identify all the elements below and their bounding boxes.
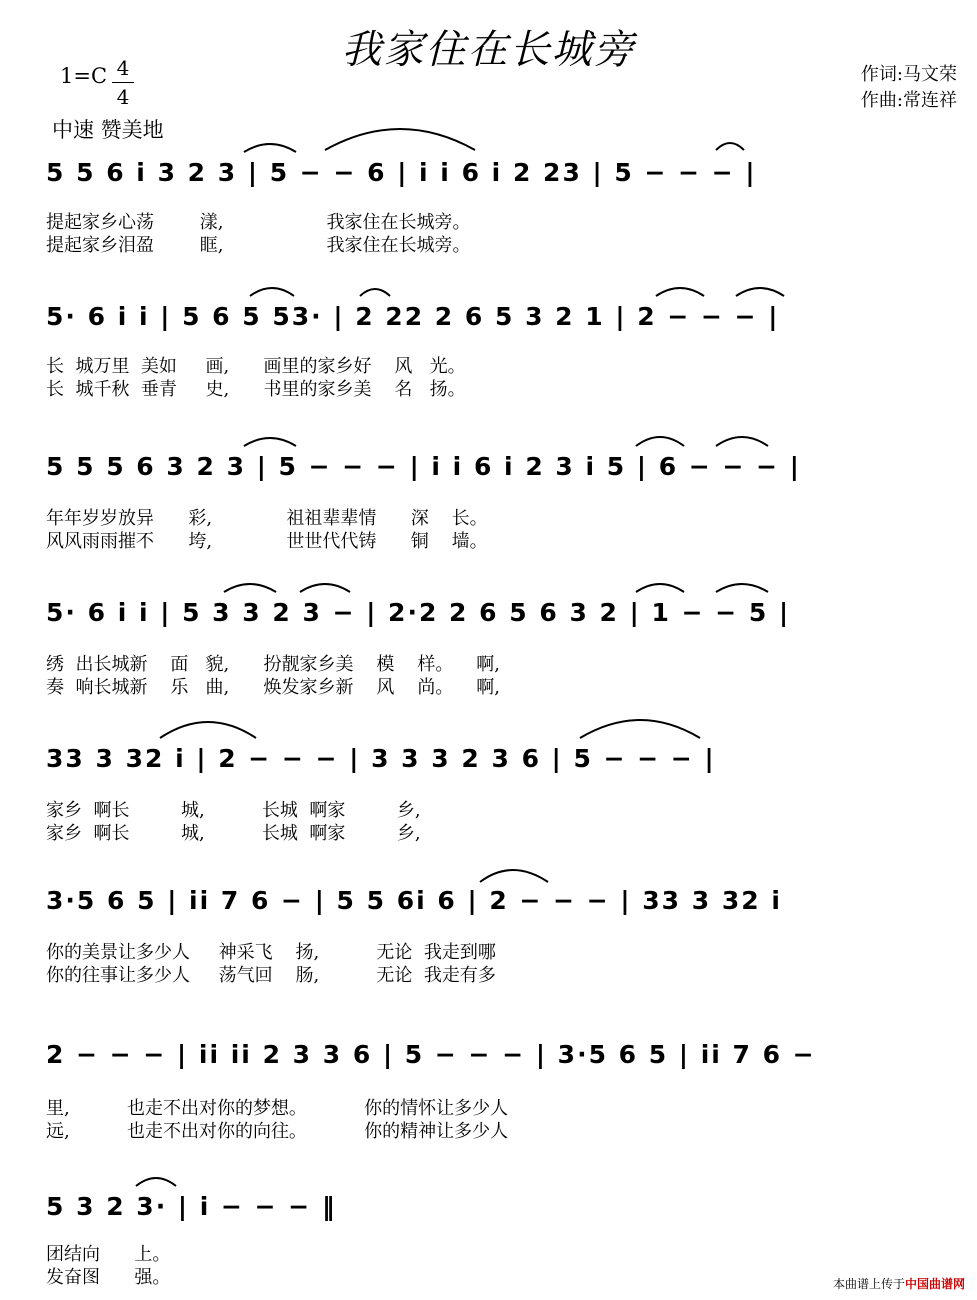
lyric-line-5-verse-2: 家乡 啊长 城, 长城 啊家 乡,: [46, 823, 421, 844]
time-signature-bar: [112, 82, 134, 83]
notes-text: 33 3 32 i | 2 − − − | 3 3 3 2 3 6 | 5 − − − |: [46, 744, 716, 773]
time-signature: [112, 56, 134, 109]
time-signature-bottom: 4: [116, 85, 130, 109]
site-footer: [833, 1275, 965, 1292]
slur: [325, 129, 475, 150]
notes-line-5: [46, 744, 716, 774]
notes-text: 5 3 2 3· | i − − − ‖: [46, 1192, 337, 1221]
lyric-line-6-verse-1: 你的美景让多少人 神采飞 扬, 无论 我走到哪: [46, 942, 496, 963]
lyric-line-7-verse-2: 远, 也走不出对你的向往。 你的精神让多少人: [46, 1121, 509, 1142]
slur: [580, 720, 700, 738]
key-signature: 1=C: [60, 64, 108, 88]
slur: [636, 584, 684, 592]
footer-prefix: 本曲谱上传于: [832, 1277, 905, 1291]
notes-line-4: [46, 598, 790, 628]
lyric-line-3-verse-2: 风风雨雨摧不 垮, 世世代代铸 铜 墙。: [46, 531, 488, 552]
notes-line-3: [46, 452, 801, 482]
time-signature-top: 4: [116, 56, 130, 80]
lyric-line-7-verse-1: 里, 也走不出对你的梦想。 你的情怀让多少人: [46, 1098, 509, 1119]
lyric-line-1-verse-1: 提起家乡心荡 漾, 我家住在长城旁。: [46, 212, 471, 233]
notes-line-7: [46, 1040, 816, 1070]
notes-line-8: [46, 1192, 336, 1222]
slur: [360, 289, 390, 296]
lyric-line-6-verse-2: 你的往事让多少人 荡气回 肠, 无论 我走有多: [46, 965, 496, 986]
slur: [244, 438, 296, 446]
lyric-line-4-verse-2: 奏 响长城新 乐 曲, 焕发家乡新 风 尚。 啊,: [46, 677, 500, 698]
notes-text: 5· 6 i i | 5 6 5 53· | 2 22 2 6 5 3 2 1 | 2 − − − |: [46, 302, 780, 331]
slur: [716, 584, 768, 592]
lyric-line-3-verse-1: 年年岁岁放异 彩, 祖祖辈辈情 深 长。: [46, 508, 488, 529]
composer-credit: 作曲:常连祥: [860, 90, 957, 111]
slur: [636, 437, 684, 446]
lyric-line-8-verse-1: 团结向 上。: [46, 1244, 171, 1265]
lyric-line-1-verse-2: 提起家乡泪盈 眶, 我家住在长城旁。: [46, 235, 471, 256]
slur: [244, 144, 296, 152]
notes-text: 5· 6 i i | 5 3 3 2 3 − | 2·2 2 6 5 6 3 2 | 1 − − 5 |: [46, 598, 791, 627]
slur: [480, 870, 548, 882]
notes-line-6: [46, 886, 782, 916]
slur: [716, 143, 744, 150]
lyric-line-5-verse-1: 家乡 啊长 城, 长城 啊家 乡,: [46, 800, 421, 821]
notes-text: 2 − − − | ii ii 2 3 3 6 | 5 − − − | 3·5 6 5 | ii 7 6 −: [46, 1040, 816, 1069]
slur: [136, 1178, 176, 1186]
footer-site: 中国曲谱网: [904, 1277, 965, 1291]
notes-line-1: [46, 158, 757, 188]
tempo-marking: 中速 赞美地: [52, 118, 164, 142]
slur: [224, 584, 276, 592]
notes-text: 5 5 5 6 3 2 3 | 5 − − − | i i 6 i 2 3 i 5 | 6 − − − |: [46, 452, 801, 481]
notes-line-2: [46, 302, 779, 332]
slur: [716, 437, 768, 446]
slur: [250, 288, 294, 296]
notes-text: 3·5 6 5 | ii 7 6 − | 5 5 6i 6 | 2 − − − | 33 3 32 i: [46, 886, 782, 915]
lyricist-credit: 作词:马文荣: [860, 64, 957, 85]
slur: [736, 288, 784, 296]
slur: [300, 584, 350, 592]
lyric-line-4-verse-1: 绣 出长城新 面 貌, 扮靓家乡美 模 样。 啊,: [46, 654, 500, 675]
lyric-line-2-verse-2: 长 城千秋 垂青 史, 书里的家乡美 名 扬。: [46, 379, 466, 400]
slur: [656, 288, 704, 296]
lyric-line-8-verse-2: 发奋图 强。: [46, 1267, 171, 1288]
lyric-line-2-verse-1: 长 城万里 美如 画, 画里的家乡好 风 光。: [46, 356, 466, 377]
song-title: 我家住在长城旁: [341, 27, 636, 73]
slur: [160, 722, 256, 738]
notes-text: 5 5 6 i 3 2 3 | 5 − − 6 | i i 6 i 2 23 | 5 − − − |: [46, 158, 757, 187]
